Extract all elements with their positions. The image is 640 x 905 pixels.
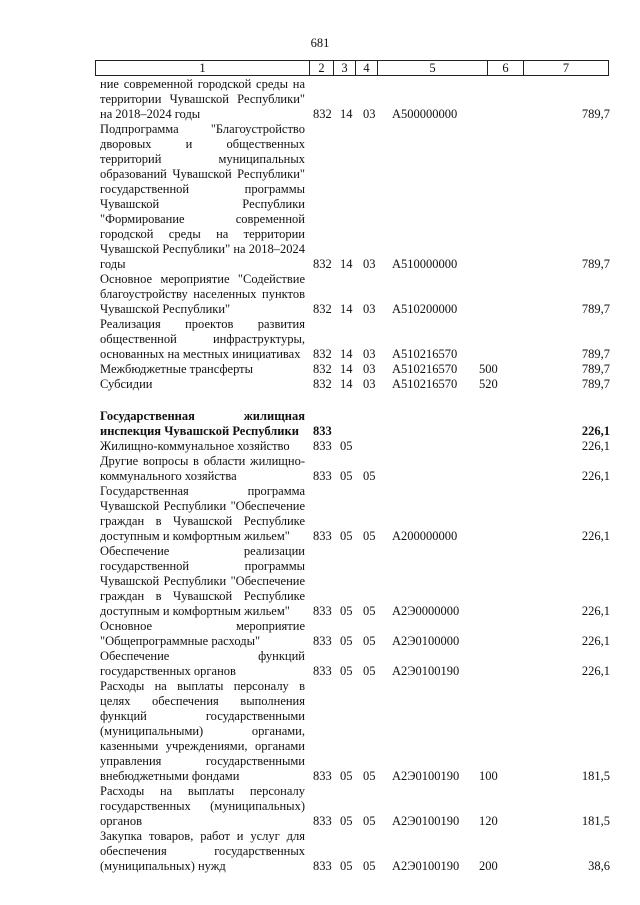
row-c2-value: 832 <box>313 302 332 316</box>
row-description: Расходы на выплаты персоналу в целях обеспечения выполнения функций государственными (муниципальными) органами, казенными учреждениями, органами управления государственными внебюджетными фондами <box>100 679 305 783</box>
row-c5-value: А2Э0000000 <box>392 604 460 618</box>
row-c2-value: 833 <box>313 439 332 453</box>
row-description: Подпрограмма "Благоустройство дворовых и общественных территорий муниципальных образований Чувашской Республики" государственной программы Чувашской Республики "Формирование современной городской среды на территории Чувашской Республики" на 2018–2024 годы <box>100 122 305 271</box>
row-description: Государственная программа Чувашской Республики "Обеспечение граждан в Чувашской Республике доступным и комфортным жильем" <box>100 484 305 543</box>
row-c2-value: 833 <box>313 664 332 678</box>
row-c7-value: 226,1 <box>581 469 610 483</box>
row-c2-value: 832 <box>313 257 332 271</box>
row-c4-value: 03 <box>363 257 376 271</box>
header-col-3: 3 <box>334 61 356 75</box>
table-row <box>100 362 612 377</box>
row-c6-value: 100 <box>479 769 498 783</box>
row-c3-value: 05 <box>340 439 353 453</box>
header-col-5: 5 <box>378 61 488 75</box>
row-c5-value: А2Э0100190 <box>392 769 460 783</box>
table-row <box>100 377 612 392</box>
row-c4-value: 05 <box>363 604 376 618</box>
row-c4-value: 05 <box>363 859 376 873</box>
table-row <box>100 409 612 439</box>
row-c2-value: 833 <box>313 769 332 783</box>
row-c7-value: 226,1 <box>581 439 610 453</box>
row-c3-value: 14 <box>340 377 353 391</box>
table-row <box>100 272 612 317</box>
row-c6-value: 200 <box>479 859 498 873</box>
row-description: ние современной городской среды на территории Чувашской Республики" на 2018–2024 годы <box>100 77 305 121</box>
row-description: Жилищно-коммунальное хозяйство <box>100 439 290 453</box>
row-c2-value: 833 <box>313 469 332 483</box>
row-c3-value: 14 <box>340 362 353 376</box>
row-c2-value: 833 <box>313 604 332 618</box>
row-c4-value: 03 <box>363 302 376 316</box>
row-c2-value: 833 <box>313 814 332 828</box>
row-c4-value: 03 <box>363 107 376 121</box>
row-c3-value: 14 <box>340 107 353 121</box>
table-row <box>100 77 612 122</box>
row-c6-value: 520 <box>479 377 498 391</box>
table-row <box>100 784 612 829</box>
row-description: Закупка товаров, работ и услуг для обеспечения государственных (муниципальных) нужд <box>100 829 305 873</box>
row-c7-value: 181,5 <box>581 814 610 828</box>
row-c3-value: 05 <box>340 769 353 783</box>
row-c7-value: 226,1 <box>581 664 610 678</box>
table-row <box>100 619 612 649</box>
row-c7-value: 789,7 <box>581 302 610 316</box>
row-c4-value: 05 <box>363 664 376 678</box>
row-c3-value: 05 <box>340 664 353 678</box>
row-c3-value: 14 <box>340 347 353 361</box>
header-col-4: 4 <box>356 61 378 75</box>
row-description: Основное мероприятие "Содействие благоустройству населенных пунктов Чувашской Республики" <box>100 272 305 316</box>
row-c2-value: 832 <box>313 377 332 391</box>
row-c7-value: 789,7 <box>581 362 610 376</box>
row-c5-value: А2Э0100190 <box>392 664 460 678</box>
row-c3-value: 05 <box>340 814 353 828</box>
row-c2-value: 832 <box>313 107 332 121</box>
row-c7-value: 181,5 <box>581 769 610 783</box>
table-row <box>100 439 612 454</box>
row-c4-value: 05 <box>363 769 376 783</box>
row-c3-value: 05 <box>340 529 353 543</box>
row-c5-value: А2Э0100000 <box>392 634 460 648</box>
row-c3-value: 05 <box>340 604 353 618</box>
header-col-2: 2 <box>310 61 334 75</box>
row-c5-value: А2Э0100190 <box>392 859 460 873</box>
row-description: Реализация проектов развития общественной инфраструктуры, основанных на местных инициативах <box>100 317 305 361</box>
table-row <box>100 544 612 619</box>
row-description: Обеспечение функций государственных органов <box>100 649 305 678</box>
row-c2-value: 832 <box>313 362 332 376</box>
row-c5-value: А510216570 <box>392 362 458 376</box>
row-c3-value: 05 <box>340 469 353 483</box>
row-c2-value: 833 <box>313 529 332 543</box>
table-row <box>100 829 612 874</box>
row-c6-value: 120 <box>479 814 498 828</box>
row-c5-value: А510200000 <box>392 302 458 316</box>
row-c7-value: 789,7 <box>581 347 610 361</box>
row-description: Другие вопросы в области жилищно-коммунального хозяйства <box>100 454 305 483</box>
row-c7-value: 226,1 <box>581 634 610 648</box>
table-row <box>100 122 612 272</box>
row-c5-value: А510000000 <box>392 257 458 271</box>
row-c7-value: 226,1 <box>581 424 610 438</box>
row-c5-value: А510216570 <box>392 347 458 361</box>
row-c4-value: 05 <box>363 814 376 828</box>
row-description: Межбюджетные трансферты <box>100 362 254 376</box>
table-row <box>100 484 612 544</box>
row-c7-value: 226,1 <box>581 529 610 543</box>
row-c5-value: А200000000 <box>392 529 458 543</box>
table-row <box>100 679 612 784</box>
row-c4-value: 05 <box>363 469 376 483</box>
row-c7-value: 226,1 <box>581 604 610 618</box>
row-c7-value: 789,7 <box>581 107 610 121</box>
header-col-6: 6 <box>488 61 524 75</box>
table-row <box>100 317 612 362</box>
row-description: Основное мероприятие "Общепрограммные расходы" <box>100 619 305 648</box>
row-description: Субсидии <box>100 377 153 391</box>
row-c4-value: 05 <box>363 529 376 543</box>
header-col-1: 1 <box>96 61 310 75</box>
header-col-7: 7 <box>562 61 570 75</box>
row-description: Расходы на выплаты персоналу государственных (муниципальных) органов <box>100 784 305 828</box>
budget-table-body <box>100 77 612 874</box>
row-c4-value: 03 <box>363 377 376 391</box>
row-c7-value: 789,7 <box>581 257 610 271</box>
row-c5-value: А500000000 <box>392 107 458 121</box>
row-c7-value: 789,7 <box>581 377 610 391</box>
table-row <box>100 649 612 679</box>
row-c2-value: 832 <box>313 347 332 361</box>
row-c3-value: 05 <box>340 859 353 873</box>
row-c6-value: 500 <box>479 362 498 376</box>
row-c2-value: 833 <box>313 424 332 438</box>
row-c2-value: 833 <box>313 859 332 873</box>
row-c3-value: 14 <box>340 257 353 271</box>
page-number: 681 <box>310 36 330 50</box>
row-c4-value: 03 <box>363 347 376 361</box>
row-c5-value: А2Э0100190 <box>392 814 460 828</box>
row-c4-value: 03 <box>363 362 376 376</box>
row-description: Обеспечение реализации государственной программы Чувашской Республики "Обеспечение граждан в Чувашской Республике доступным и комфортным жильем" <box>100 544 305 618</box>
row-c5-value: А510216570 <box>392 377 458 391</box>
table-row <box>100 454 612 484</box>
row-description: Государственная жилищная инспекция Чувашской Республики <box>100 409 305 438</box>
row-c3-value: 05 <box>340 634 353 648</box>
row-c3-value: 14 <box>340 302 353 316</box>
row-c2-value: 833 <box>313 634 332 648</box>
row-c7-value: 38,6 <box>588 859 610 873</box>
table-header <box>95 60 609 76</box>
row-c4-value: 05 <box>363 634 376 648</box>
